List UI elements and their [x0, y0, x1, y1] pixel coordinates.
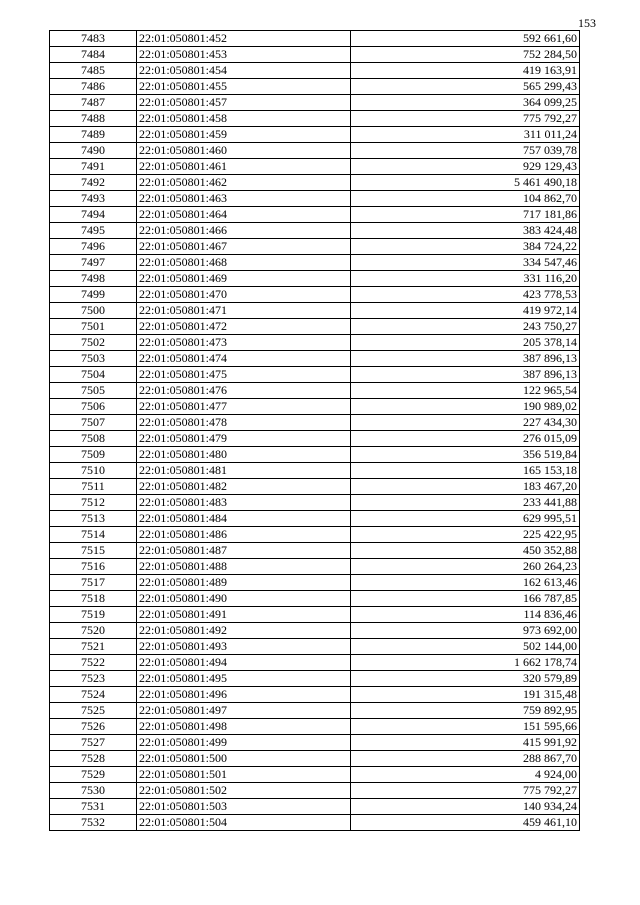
value-cell: 104 862,70 [351, 191, 580, 207]
value-cell: 565 299,43 [351, 79, 580, 95]
value-cell: 759 892,95 [351, 703, 580, 719]
cadastral-number-cell: 22:01:050801:492 [137, 623, 351, 639]
value-cell: 122 965,54 [351, 383, 580, 399]
row-number-cell: 7484 [50, 47, 137, 63]
table-row [50, 95, 580, 111]
value-cell: 165 153,18 [351, 463, 580, 479]
row-number-cell: 7532 [50, 815, 137, 831]
table-row [50, 431, 580, 447]
table-row [50, 207, 580, 223]
cadastral-number-cell: 22:01:050801:466 [137, 223, 351, 239]
value-cell: 757 039,78 [351, 143, 580, 159]
cadastral-number-cell: 22:01:050801:452 [137, 31, 351, 47]
value-cell: 629 995,51 [351, 511, 580, 527]
table-row [50, 671, 580, 687]
row-number-cell: 7486 [50, 79, 137, 95]
row-number-cell: 7512 [50, 495, 137, 511]
cadastral-number-cell: 22:01:050801:472 [137, 319, 351, 335]
cadastral-number-cell: 22:01:050801:494 [137, 655, 351, 671]
table-row [50, 223, 580, 239]
row-number-cell: 7490 [50, 143, 137, 159]
value-cell: 4 924,00 [351, 767, 580, 783]
value-cell: 190 989,02 [351, 399, 580, 415]
value-cell: 276 015,09 [351, 431, 580, 447]
row-number-cell: 7508 [50, 431, 137, 447]
value-cell: 288 867,70 [351, 751, 580, 767]
table-row [50, 463, 580, 479]
value-cell: 334 547,46 [351, 255, 580, 271]
value-cell: 384 724,22 [351, 239, 580, 255]
table-row [50, 543, 580, 559]
cadastral-number-cell: 22:01:050801:493 [137, 639, 351, 655]
table-row [50, 639, 580, 655]
cadastral-number-cell: 22:01:050801:477 [137, 399, 351, 415]
row-number-cell: 7515 [50, 543, 137, 559]
cadastral-number-cell: 22:01:050801:483 [137, 495, 351, 511]
cadastral-number-cell: 22:01:050801:487 [137, 543, 351, 559]
row-number-cell: 7505 [50, 383, 137, 399]
value-cell: 225 422,95 [351, 527, 580, 543]
value-cell: 415 991,92 [351, 735, 580, 751]
cadastral-number-cell: 22:01:050801:498 [137, 719, 351, 735]
row-number-cell: 7506 [50, 399, 137, 415]
cadastral-number-cell: 22:01:050801:467 [137, 239, 351, 255]
table-row [50, 287, 580, 303]
cadastral-number-cell: 22:01:050801:489 [137, 575, 351, 591]
table-row [50, 111, 580, 127]
table-row [50, 191, 580, 207]
row-number-cell: 7514 [50, 527, 137, 543]
row-number-cell: 7525 [50, 703, 137, 719]
value-cell: 1 662 178,74 [351, 655, 580, 671]
row-number-cell: 7523 [50, 671, 137, 687]
table-row [50, 783, 580, 799]
table-row [50, 767, 580, 783]
table-row [50, 447, 580, 463]
row-number-cell: 7492 [50, 175, 137, 191]
value-cell: 717 181,86 [351, 207, 580, 223]
value-cell: 114 836,46 [351, 607, 580, 623]
table-row [50, 623, 580, 639]
cadastral-number-cell: 22:01:050801:464 [137, 207, 351, 223]
value-cell: 387 896,13 [351, 367, 580, 383]
table-row [50, 703, 580, 719]
value-cell: 419 163,91 [351, 63, 580, 79]
value-cell: 183 467,20 [351, 479, 580, 495]
value-cell: 311 011,24 [351, 127, 580, 143]
cadastral-number-cell: 22:01:050801:502 [137, 783, 351, 799]
value-cell: 151 595,66 [351, 719, 580, 735]
cadastral-number-cell: 22:01:050801:491 [137, 607, 351, 623]
cadastral-number-cell: 22:01:050801:501 [137, 767, 351, 783]
value-cell: 243 750,27 [351, 319, 580, 335]
row-number-cell: 7510 [50, 463, 137, 479]
cadastral-value-table [49, 30, 580, 831]
table-row [50, 751, 580, 767]
cadastral-number-cell: 22:01:050801:482 [137, 479, 351, 495]
row-number-cell: 7498 [50, 271, 137, 287]
table-row [50, 591, 580, 607]
cadastral-number-cell: 22:01:050801:458 [137, 111, 351, 127]
cadastral-number-cell: 22:01:050801:454 [137, 63, 351, 79]
table-row [50, 175, 580, 191]
table-row [50, 47, 580, 63]
cadastral-number-cell: 22:01:050801:478 [137, 415, 351, 431]
cadastral-number-cell: 22:01:050801:457 [137, 95, 351, 111]
row-number-cell: 7518 [50, 591, 137, 607]
row-number-cell: 7511 [50, 479, 137, 495]
cadastral-number-cell: 22:01:050801:469 [137, 271, 351, 287]
cadastral-number-cell: 22:01:050801:480 [137, 447, 351, 463]
cadastral-number-cell: 22:01:050801:503 [137, 799, 351, 815]
cadastral-number-cell: 22:01:050801:497 [137, 703, 351, 719]
row-number-cell: 7509 [50, 447, 137, 463]
row-number-cell: 7495 [50, 223, 137, 239]
cadastral-number-cell: 22:01:050801:462 [137, 175, 351, 191]
cadastral-number-cell: 22:01:050801:459 [137, 127, 351, 143]
table-row [50, 383, 580, 399]
value-cell: 419 972,14 [351, 303, 580, 319]
table-row [50, 655, 580, 671]
cadastral-number-cell: 22:01:050801:486 [137, 527, 351, 543]
row-number-cell: 7496 [50, 239, 137, 255]
row-number-cell: 7520 [50, 623, 137, 639]
table-row [50, 479, 580, 495]
value-cell: 364 099,25 [351, 95, 580, 111]
table-body [50, 31, 580, 831]
table-row [50, 399, 580, 415]
row-number-cell: 7529 [50, 767, 137, 783]
cadastral-number-cell: 22:01:050801:474 [137, 351, 351, 367]
cadastral-number-cell: 22:01:050801:463 [137, 191, 351, 207]
value-cell: 331 116,20 [351, 271, 580, 287]
table-row [50, 63, 580, 79]
table-row [50, 303, 580, 319]
row-number-cell: 7501 [50, 319, 137, 335]
value-cell: 356 519,84 [351, 447, 580, 463]
value-cell: 973 692,00 [351, 623, 580, 639]
cadastral-number-cell: 22:01:050801:495 [137, 671, 351, 687]
cadastral-number-cell: 22:01:050801:455 [137, 79, 351, 95]
table-row [50, 351, 580, 367]
row-number-cell: 7527 [50, 735, 137, 751]
value-cell: 752 284,50 [351, 47, 580, 63]
table-row [50, 127, 580, 143]
table-row [50, 527, 580, 543]
table-row [50, 239, 580, 255]
row-number-cell: 7499 [50, 287, 137, 303]
value-cell: 227 434,30 [351, 415, 580, 431]
row-number-cell: 7519 [50, 607, 137, 623]
table-row [50, 815, 580, 831]
value-cell: 260 264,23 [351, 559, 580, 575]
value-cell: 592 661,60 [351, 31, 580, 47]
row-number-cell: 7483 [50, 31, 137, 47]
row-number-cell: 7521 [50, 639, 137, 655]
row-number-cell: 7507 [50, 415, 137, 431]
table-row [50, 415, 580, 431]
row-number-cell: 7500 [50, 303, 137, 319]
cadastral-number-cell: 22:01:050801:471 [137, 303, 351, 319]
value-cell: 5 461 490,18 [351, 175, 580, 191]
table-row [50, 79, 580, 95]
table-row [50, 255, 580, 271]
value-cell: 929 129,43 [351, 159, 580, 175]
value-cell: 140 934,24 [351, 799, 580, 815]
cadastral-number-cell: 22:01:050801:476 [137, 383, 351, 399]
row-number-cell: 7517 [50, 575, 137, 591]
row-number-cell: 7513 [50, 511, 137, 527]
table-row [50, 607, 580, 623]
row-number-cell: 7504 [50, 367, 137, 383]
value-cell: 205 378,14 [351, 335, 580, 351]
cadastral-number-cell: 22:01:050801:460 [137, 143, 351, 159]
value-cell: 162 613,46 [351, 575, 580, 591]
table-row [50, 159, 580, 175]
table-row [50, 687, 580, 703]
table-row [50, 143, 580, 159]
cadastral-number-cell: 22:01:050801:488 [137, 559, 351, 575]
row-number-cell: 7493 [50, 191, 137, 207]
table-row [50, 799, 580, 815]
cadastral-number-cell: 22:01:050801:479 [137, 431, 351, 447]
row-number-cell: 7494 [50, 207, 137, 223]
table-row [50, 495, 580, 511]
row-number-cell: 7489 [50, 127, 137, 143]
table-row [50, 335, 580, 351]
value-cell: 191 315,48 [351, 687, 580, 703]
value-cell: 166 787,85 [351, 591, 580, 607]
cadastral-number-cell: 22:01:050801:484 [137, 511, 351, 527]
table-row [50, 719, 580, 735]
cadastral-number-cell: 22:01:050801:499 [137, 735, 351, 751]
row-number-cell: 7485 [50, 63, 137, 79]
cadastral-number-cell: 22:01:050801:473 [137, 335, 351, 351]
row-number-cell: 7524 [50, 687, 137, 703]
row-number-cell: 7530 [50, 783, 137, 799]
cadastral-number-cell: 22:01:050801:481 [137, 463, 351, 479]
cadastral-number-cell: 22:01:050801:453 [137, 47, 351, 63]
value-cell: 459 461,10 [351, 815, 580, 831]
cadastral-number-cell: 22:01:050801:490 [137, 591, 351, 607]
cadastral-number-cell: 22:01:050801:461 [137, 159, 351, 175]
value-cell: 423 778,53 [351, 287, 580, 303]
row-number-cell: 7528 [50, 751, 137, 767]
row-number-cell: 7526 [50, 719, 137, 735]
page-number: 153 [578, 16, 596, 30]
value-cell: 502 144,00 [351, 639, 580, 655]
cadastral-number-cell: 22:01:050801:496 [137, 687, 351, 703]
table-row [50, 319, 580, 335]
value-cell: 387 896,13 [351, 351, 580, 367]
value-cell: 320 579,89 [351, 671, 580, 687]
value-cell: 775 792,27 [351, 783, 580, 799]
cadastral-number-cell: 22:01:050801:504 [137, 815, 351, 831]
table-row [50, 575, 580, 591]
table-row [50, 559, 580, 575]
row-number-cell: 7516 [50, 559, 137, 575]
table-row [50, 271, 580, 287]
value-cell: 775 792,27 [351, 111, 580, 127]
table-row [50, 31, 580, 47]
row-number-cell: 7503 [50, 351, 137, 367]
value-cell: 450 352,88 [351, 543, 580, 559]
value-cell: 383 424,48 [351, 223, 580, 239]
cadastral-number-cell: 22:01:050801:500 [137, 751, 351, 767]
row-number-cell: 7531 [50, 799, 137, 815]
table-row [50, 511, 580, 527]
cadastral-number-cell: 22:01:050801:475 [137, 367, 351, 383]
row-number-cell: 7502 [50, 335, 137, 351]
row-number-cell: 7497 [50, 255, 137, 271]
cadastral-number-cell: 22:01:050801:468 [137, 255, 351, 271]
cadastral-number-cell: 22:01:050801:470 [137, 287, 351, 303]
row-number-cell: 7488 [50, 111, 137, 127]
table-row [50, 735, 580, 751]
table-row [50, 367, 580, 383]
value-cell: 233 441,88 [351, 495, 580, 511]
row-number-cell: 7487 [50, 95, 137, 111]
row-number-cell: 7491 [50, 159, 137, 175]
row-number-cell: 7522 [50, 655, 137, 671]
